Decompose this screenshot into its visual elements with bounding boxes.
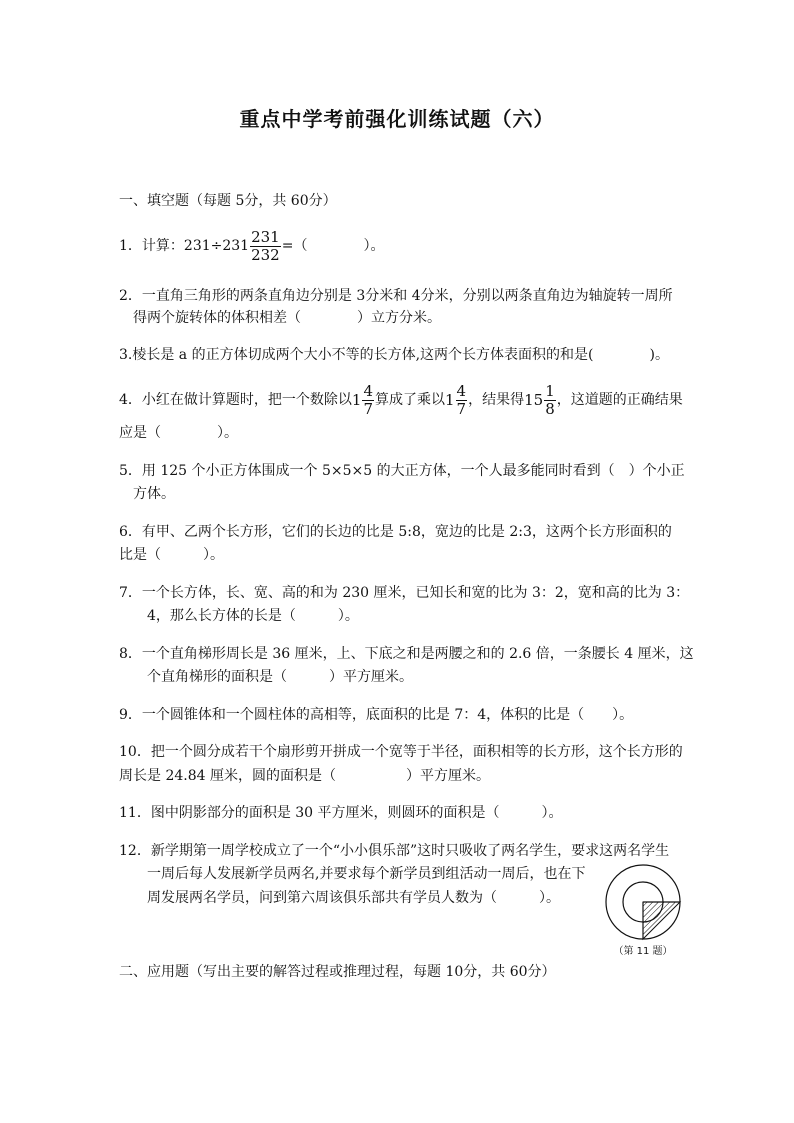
question-10-line-1: 10．把一个圆分成若干个扇形剪开拼成一个宽等于半径，面积相等的长方形，这个长方形的 <box>119 744 683 760</box>
question-2-line-2: 得两个旋转体的体积相差（ ）立方分米。 <box>133 310 441 326</box>
question-6-line-1: 6．有甲、乙两个长方形，它们的长边的比是 5:8，宽边的比是 2:3，这两个长方形面积的 <box>119 524 672 540</box>
question-8-line-1: 8．一个直角梯形周长是 36 厘米，上、下底之和是两腰之和的 2.6 倍，一条腰长 4 厘米，这 <box>119 646 694 662</box>
section-heading-applied: 二、应用题（写出主要的解答过程或推理过程，每题 10分，共 60分） <box>119 964 556 980</box>
figure-caption: （第 11 题） <box>613 946 673 957</box>
question-7-line-1: 7．一个长方体，长、宽、高的和为 230 厘米，已知长和宽的比为 3：2，宽和高的比为 3： <box>119 585 690 601</box>
question-12-line-2: 一周后每人发展新学员两名,并要求每个新学员到组活动一周后，也在下 <box>147 866 586 882</box>
annulus-diagram <box>602 862 684 946</box>
q1-fraction: $\frac{231}{232}$ <box>251 227 280 264</box>
question-12-line-1: 12．新学期第一周学校成立了一个“小小俱乐部”这时只吸收了两名学生，要求这两名学生 <box>119 843 670 859</box>
page-title: 重点中学考前强化训练试题（六） <box>239 107 555 131</box>
q1-prefix: 1．计算：231÷231 <box>119 238 250 254</box>
question-4-line-1: 4．小红在做计算题时，把一个数除以1 $\frac{4}{7}$ 算成了乘以1 $\frac{4}{7}$ ，结果得15 $\frac{1}{8}$ ，这道题的正确结果 <box>119 381 683 418</box>
question-12-line-3: 周发展两名学员，问到第六周该俱乐部共有学员人数为（ ）。 <box>147 890 560 906</box>
question-4-line-2: 应是（ ）。 <box>119 425 238 441</box>
question-2-line-1: 2．一直角三角形的两条直角边分别是 3分米和 4分米，分别以两条直角边为轴旋转一周所 <box>119 288 673 304</box>
question-11-figure <box>602 862 684 962</box>
question-6-line-2: 比是（ ）。 <box>119 547 224 563</box>
question-11: 11．图中阴影部分的面积是 30 平方厘米，则圆环的面积是（ ）。 <box>119 805 563 821</box>
question-5-line-2: 方体。 <box>133 486 175 502</box>
question-10-line-2: 周长是 24.84 厘米，圆的面积是（ ）平方厘米。 <box>119 768 490 784</box>
question-9: 9．一个圆锥体和一个圆柱体的高相等，底面积的比是 7：4，体积的比是（ ）。 <box>119 707 634 723</box>
question-7-line-2: 4，那么长方体的长是（ ）。 <box>147 608 359 624</box>
q1-suffix: =（ ）。 <box>281 238 385 254</box>
question-5-line-1: 5．用 125 个小正方体围成一个 5×5×5 的大正方体，一个人最多能同时看到（ ）个小正 <box>119 463 685 479</box>
question-1 <box>119 226 384 266</box>
question-3: 3.棱长是 a 的正方体切成两个大小不等的长方体,这两个长方体表面积的和是( )。 <box>119 347 669 363</box>
section-heading-fill-in: 一、填空题（每题 5分，共 60分） <box>119 193 337 209</box>
question-8-line-2: 个直角梯形的面积是（ ）平方厘米。 <box>147 669 413 685</box>
